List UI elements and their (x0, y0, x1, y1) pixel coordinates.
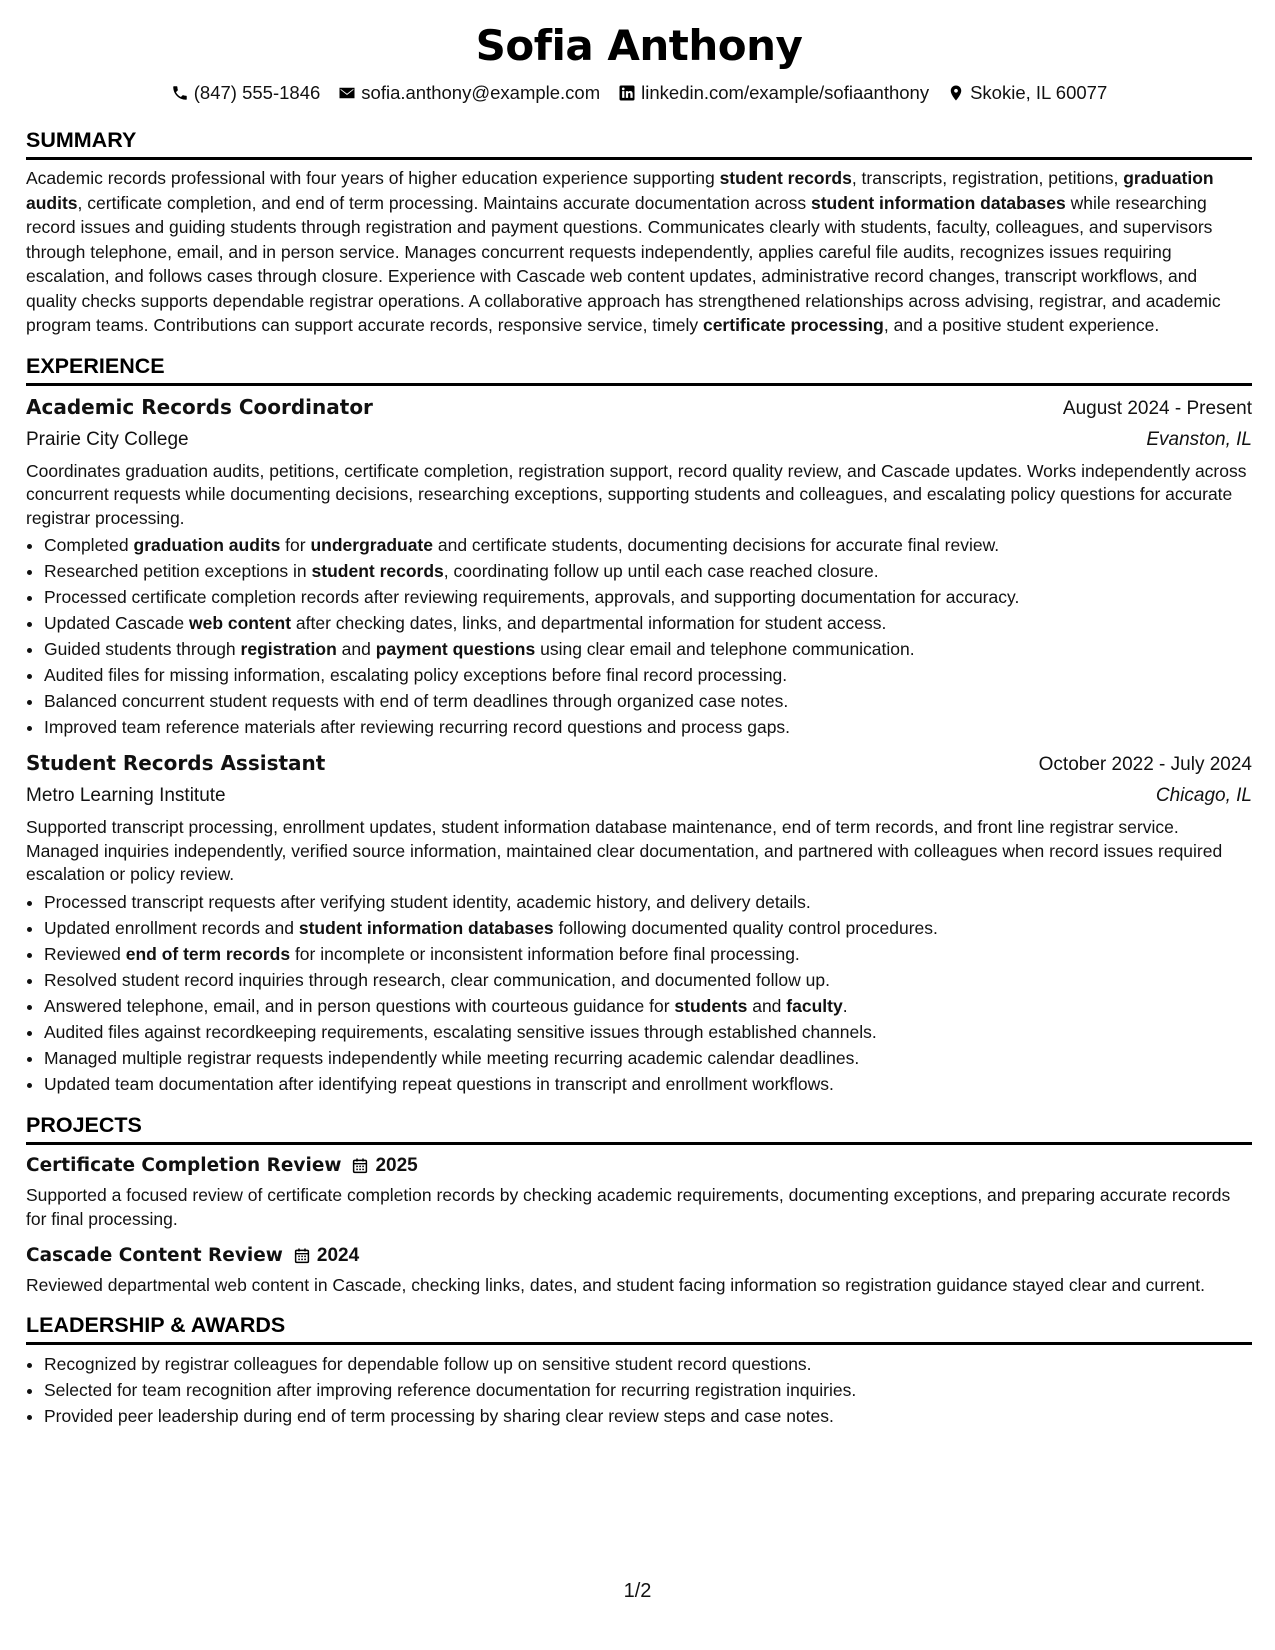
projects-section (26, 1111, 1252, 1297)
list-item (44, 967, 1252, 993)
list-item (44, 636, 1252, 662)
bold-text: web content (188, 613, 292, 633)
job-description: Coordinates graduation audits, petitions, certificate completion, registration support, record quality review, and Cascade updates. Works independently across concurrent requests while documenting decisions, researching exceptions, supporting students and colleagues, and escalating policy questions for accurate registrar processing. (26, 460, 1247, 528)
text-run: Completed (44, 535, 134, 555)
contact-location (947, 80, 1107, 106)
bold-text: faculty (786, 995, 843, 1016)
text-run: using clear email and telephone communication. (535, 639, 915, 659)
project-entry (26, 1243, 1252, 1297)
contact-linkedin[interactable] (618, 80, 929, 106)
list-item: • Recognized by registrar colleagues for dependable follow up on sensitive student record questions. (44, 1351, 1252, 1377)
list-item: • Provided peer leadership during end of term processing by sharing clear review steps and case notes. (44, 1403, 1252, 1429)
job-dates: August 2024 - Present (1062, 397, 1252, 419)
list-item (44, 889, 1252, 915)
page-number: 1/2 (623, 1580, 652, 1602)
text-run: Academic records professional with four years of higher education experience supporting (26, 168, 720, 188)
summary-section (26, 126, 1252, 338)
linkedin-link[interactable]: linkedin.com/example/sofiaanthony (641, 82, 930, 103)
summary-text (26, 166, 1252, 338)
list-item (44, 1071, 1252, 1097)
text-run: Updated team documentation after identifying repeat questions in transcript and enrollment workflows. (44, 1073, 834, 1094)
map-pin-icon (947, 84, 965, 102)
location-text: Skokie, IL 60077 (970, 82, 1108, 103)
text-run: Processed transcript requests after verifying student identity, academic history, and delivery details. (44, 891, 811, 912)
bold-text: student records (311, 561, 444, 581)
list-item (44, 688, 1252, 714)
list-item (44, 1019, 1252, 1045)
leadership-section (26, 1311, 1252, 1429)
text-run: Audited files for missing information, escalating policy exceptions before final record processing. (44, 665, 788, 685)
list-item (44, 532, 1252, 558)
project-year-group (293, 1245, 359, 1267)
job-dates: October 2022 - July 2024 (1038, 754, 1252, 775)
list-item (44, 662, 1252, 688)
bold-text: registration (240, 639, 337, 659)
list-item (44, 941, 1252, 967)
calendar-icon (293, 1247, 311, 1265)
text-run: and (336, 639, 376, 659)
project-year-group (351, 1155, 417, 1177)
linkedin-icon (618, 84, 636, 102)
list-item (44, 558, 1252, 584)
job-location: Chicago, IL (1155, 785, 1252, 806)
project-year: 2025 (375, 1154, 418, 1176)
text-run: , transcripts, registration, petitions, (851, 168, 1124, 188)
text-run: . (842, 995, 848, 1016)
bold-text: graduation audits (26, 168, 1214, 213)
section-title-leadership: LEADERSHIP & AWARDS (26, 1311, 1252, 1345)
contact-bar (26, 80, 1252, 106)
section-title-summary: SUMMARY (26, 126, 1252, 160)
text-run: , certificate completion, and end of term processing. Maintains accurate documentation across (77, 192, 811, 213)
text-run: Reviewed (44, 943, 126, 964)
text-run: Answered telephone, email, and in person questions with courteous guidance for (44, 995, 675, 1016)
text-run: , coordinating follow up until each case reached closure. (443, 561, 879, 581)
text-run: Managed multiple registrar requests independently while meeting recurring academic calendar deadlines. (44, 1047, 860, 1068)
text-run: Improved team reference materials after reviewing recurring record questions and process gaps. (44, 717, 791, 737)
list-item (44, 993, 1252, 1019)
job-company: Prairie City College (26, 428, 189, 450)
phone-icon (171, 84, 189, 102)
text-run: following documented quality control procedures. (553, 917, 938, 938)
job-title: Student Records Assistant (26, 751, 326, 775)
list-item: • Selected for team recognition after improving reference documentation for recurring registration inquiries. (44, 1377, 1252, 1403)
leadership-bullets (26, 1351, 1252, 1429)
job-bullets (26, 532, 1252, 740)
job-entry (26, 748, 1252, 1097)
text-run: while researching record issues and guiding students through registration and payment questions. Communicates clearly with students, faculty, colleagues, and supervisors through telephone, email, and in person service. Manages concurrent requests independently, applies careful file audits, recognizes issues requiring escalation, and follows cases through closure. Experience with Cascade web content updates, administrative record changes, transcript workflows, and quality checks supports dependable registrar operations. A collaborative approach has strengthened relationships across advising, registrar, and academic program teams. Contributions can support accurate records, responsive service, timely (26, 192, 1221, 335)
project-description: Reviewed departmental web content in Cascade, checking links, dates, and student facing information so registration guidance stayed clear and current. (26, 1274, 1206, 1295)
bold-text: payment questions (375, 639, 536, 659)
job-entry (26, 392, 1252, 741)
project-title: Cascade Content Review (26, 1244, 283, 1266)
list-item (44, 584, 1252, 610)
text-run: Guided students through (44, 639, 241, 659)
text-run: after checking dates, links, and departmental information for student access. (291, 613, 887, 633)
project-title: Certificate Completion Review (26, 1154, 342, 1176)
job-location: Evanston, IL (1146, 428, 1252, 450)
list-item (44, 714, 1252, 740)
job-bullets (26, 889, 1252, 1097)
bold-text: end of term records (125, 943, 291, 964)
text-run: Balanced concurrent student requests with end of term deadlines through organized case notes. (44, 691, 789, 711)
email-link[interactable]: sofia.anthony@example.com (361, 82, 601, 103)
resume-page (26, 18, 1252, 1429)
text-run: and certificate students, documenting decisions for accurate final review. (433, 535, 1000, 555)
bold-text: student information databases (298, 917, 554, 938)
contact-phone (171, 80, 321, 106)
bold-text: student information databases (810, 192, 1066, 213)
text-run: Updated enrollment records and (44, 917, 299, 938)
project-year: 2024 (316, 1244, 360, 1266)
bold-text: certificate processing (702, 315, 884, 335)
list-item (44, 915, 1252, 941)
project-description: Supported a focused review of certificate completion records by checking academic requirements, documenting exceptions, and preparing accurate records for final processing. (26, 1184, 1231, 1229)
job-company: Metro Learning Institute (26, 785, 226, 806)
bold-text: graduation audits (133, 535, 281, 555)
text-run: and (747, 995, 787, 1016)
text-run: , and a positive student experience. (883, 315, 1160, 335)
project-entry (26, 1153, 1252, 1231)
section-title-experience: EXPERIENCE (26, 352, 1252, 386)
calendar-icon (351, 1157, 369, 1175)
list-item (44, 610, 1252, 636)
text-run: for (280, 535, 311, 555)
text-run: Resolved student record inquiries through research, clear communication, and documented follow up. (44, 969, 830, 990)
list-item (44, 1045, 1252, 1071)
job-description: Supported transcript processing, enrollment updates, student information database maintenance, end of term records, and front line registrar service. Managed inquiries independently, verified source information, maintained clear documentation, and partnered with colleagues when record issues required escalation or policy review. (26, 817, 1223, 884)
job-title: Academic Records Coordinator (26, 394, 373, 419)
text-run: Processed certificate completion records after reviewing requirements, approvals, and supporting documentation for accuracy. (44, 587, 1020, 607)
text-run: Updated Cascade (44, 613, 189, 633)
experience-section (26, 352, 1252, 1097)
text-run: Researched petition exceptions in (44, 561, 312, 581)
envelope-icon (338, 84, 356, 102)
text-run: Audited files against recordkeeping requirements, escalating sensitive issues through established channels. (44, 1021, 877, 1042)
bold-text: undergraduate (310, 535, 433, 555)
text-run: for incomplete or inconsistent information before final processing. (290, 943, 800, 964)
candidate-name: Sofia Anthony (475, 21, 803, 70)
bold-text: student records (719, 168, 852, 188)
phone-text: (847) 555-1846 (193, 82, 321, 103)
section-title-projects: PROJECTS (26, 1111, 1252, 1145)
bold-text: students (674, 995, 748, 1016)
contact-email[interactable] (338, 80, 600, 106)
